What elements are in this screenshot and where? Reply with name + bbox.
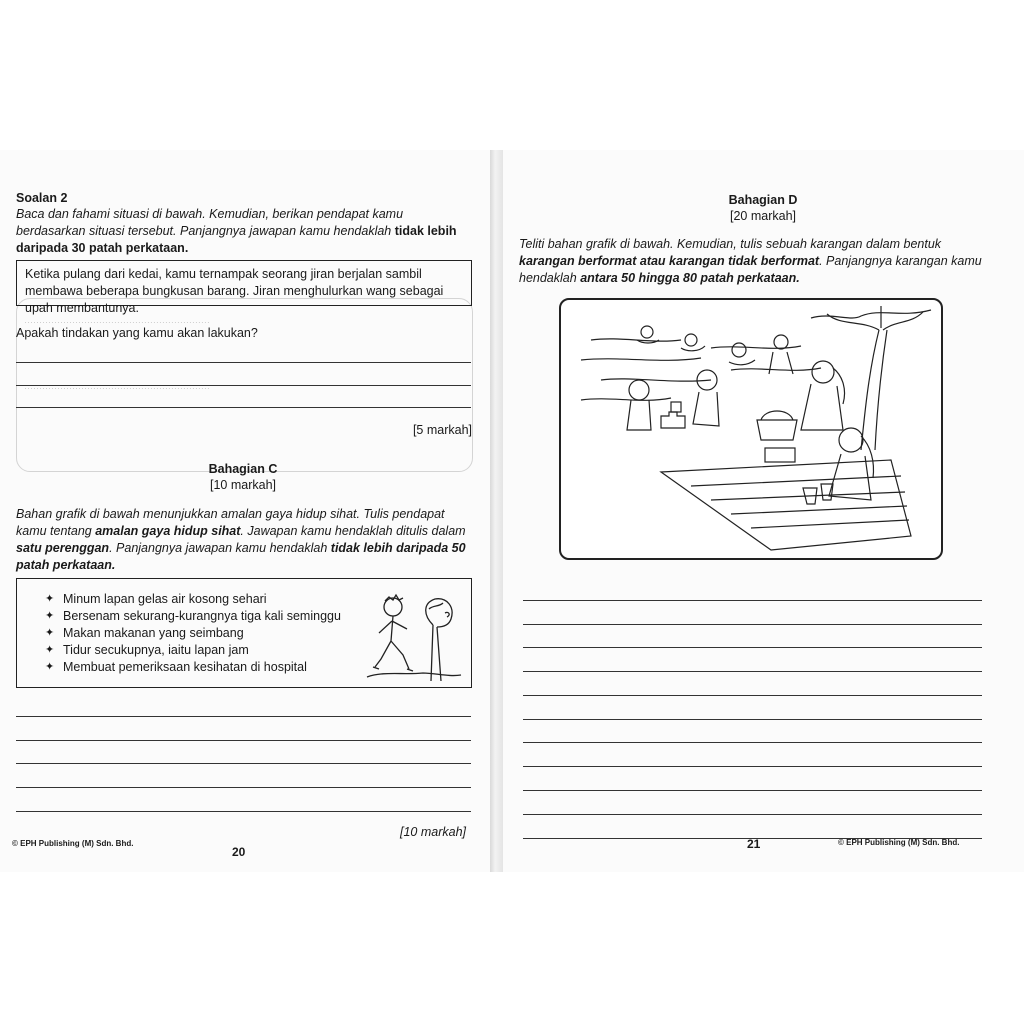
- answer-line: [16, 407, 471, 408]
- bahagian-d-marks-heading: [20 markah]: [729, 209, 796, 223]
- bahagian-c-instruction: [16, 506, 472, 574]
- bahagian-d-title: Bahagian D: [728, 193, 798, 207]
- page-number: 21: [747, 837, 761, 851]
- bahagian-c-instruction-2: . Jawapan kamu hendaklah ditulis dalam: [240, 524, 466, 538]
- right-page: [503, 150, 1024, 872]
- tip-item: ✦ Membuat pemeriksaan kesihatan di hospital: [45, 659, 355, 676]
- answer-line: [523, 624, 982, 625]
- soalan2-question: Apakah tindakan yang kamu akan lakukan?: [16, 326, 258, 340]
- soalan2-instruction-text: Baca dan fahami situasi di bawah. Kemudian, berikan pendapat kamu berdasarkan situasi tersebut. Panjangnya jawapan kamu hendaklah: [16, 207, 404, 238]
- bahagian-c-instruction-bold-1: amalan gaya hidup sihat: [95, 524, 241, 538]
- book-gutter: [490, 150, 503, 872]
- situation-box: [16, 260, 472, 315]
- bahagian-c-instruction-3: . Panjangnya jawapan kamu hendaklah: [109, 541, 328, 555]
- answer-line: [523, 790, 982, 791]
- answer-line: [523, 647, 982, 648]
- left-page: [0, 150, 490, 872]
- answer-line: [523, 695, 982, 696]
- soalan2-marks-text: [5 markah]: [412, 423, 472, 437]
- copyright-footer: © EPH Publishing (M) Sdn. Bhd.: [838, 838, 960, 847]
- answer-line: [523, 742, 982, 743]
- answer-line: [16, 385, 471, 386]
- jogging-boy-illustration: [363, 585, 463, 683]
- bahagian-c-title: Bahagian C: [208, 462, 278, 476]
- bahagian-c-marks: [10 markah]: [399, 825, 466, 839]
- bahagian-d-instruction: [519, 236, 983, 287]
- answer-line: [16, 362, 471, 363]
- answer-line: [16, 763, 471, 764]
- soalan2-heading: Soalan 2: [16, 191, 68, 205]
- answer-line: [16, 716, 471, 717]
- answer-line: [523, 600, 982, 601]
- answer-line: [523, 814, 982, 815]
- bleed-through-text: ······························································: [24, 383, 210, 393]
- tip-item: ✦ Bersenam sekurang-kurangnya tiga kali seminggu: [45, 608, 355, 625]
- bahagian-d-instruction-bold-2: antara 50 hingga 80 patah perkataan.: [580, 271, 800, 285]
- tips-list: [45, 591, 355, 676]
- situation-text: Ketika pulang dari kedai, kamu ternampak seorang jiran berjalan sambil membawa beberapa bungkusan barang. Jiran menghulurkan wang sebagai upah membantunya.: [25, 267, 444, 315]
- tip-item: ✦ Minum lapan gelas air kosong sehari: [45, 591, 355, 608]
- bahagian-d-instruction-2: . Panjangnya karangan kamu hendaklah: [519, 254, 982, 285]
- tips-box: [16, 578, 472, 688]
- tip-item: ✦ Makan makanan yang seimbang: [45, 625, 355, 642]
- soalan2-instruction: [16, 206, 472, 257]
- bahagian-d-instruction-bold-1: karangan berformat atau karangan tidak berformat: [519, 254, 820, 268]
- picnic-illustration-frame: [559, 298, 943, 560]
- copyright-footer: © EPH Publishing (M) Sdn. Bhd.: [12, 839, 134, 848]
- soalan2-marks: [413, 422, 472, 439]
- answer-line: [16, 787, 471, 788]
- bahagian-c-instruction-bold-3: tidak lebih daripada 50 patah perkataan.: [16, 541, 466, 572]
- page-number: 20: [232, 845, 246, 859]
- tip-item: ✦ Tidur secukupnya, iaitu lapan jam: [45, 642, 355, 659]
- bahagian-c-instruction-1: Bahan grafik di bawah menunjukkan amalan gaya hidup sihat. Tulis pendapat kamu tentang: [16, 507, 445, 538]
- bleed-through-text: ······························································: [24, 317, 210, 327]
- answer-line: [16, 740, 471, 741]
- bahagian-c-instruction-bold-2: satu perenggan: [16, 541, 110, 555]
- answer-line: [523, 766, 982, 767]
- bahagian-d-instruction-1: Teliti bahan grafik di bawah. Kemudian, tulis sebuah karangan dalam bentuk: [519, 237, 942, 251]
- beach-picnic-illustration: [561, 300, 941, 558]
- answer-line: [523, 671, 982, 672]
- answer-line: [523, 719, 982, 720]
- soalan2-instruction-bold: tidak lebih daripada 30 patah perkataan.: [16, 224, 457, 255]
- bahagian-c-marks-heading: [10 markah]: [209, 478, 276, 492]
- answer-line: [16, 811, 471, 812]
